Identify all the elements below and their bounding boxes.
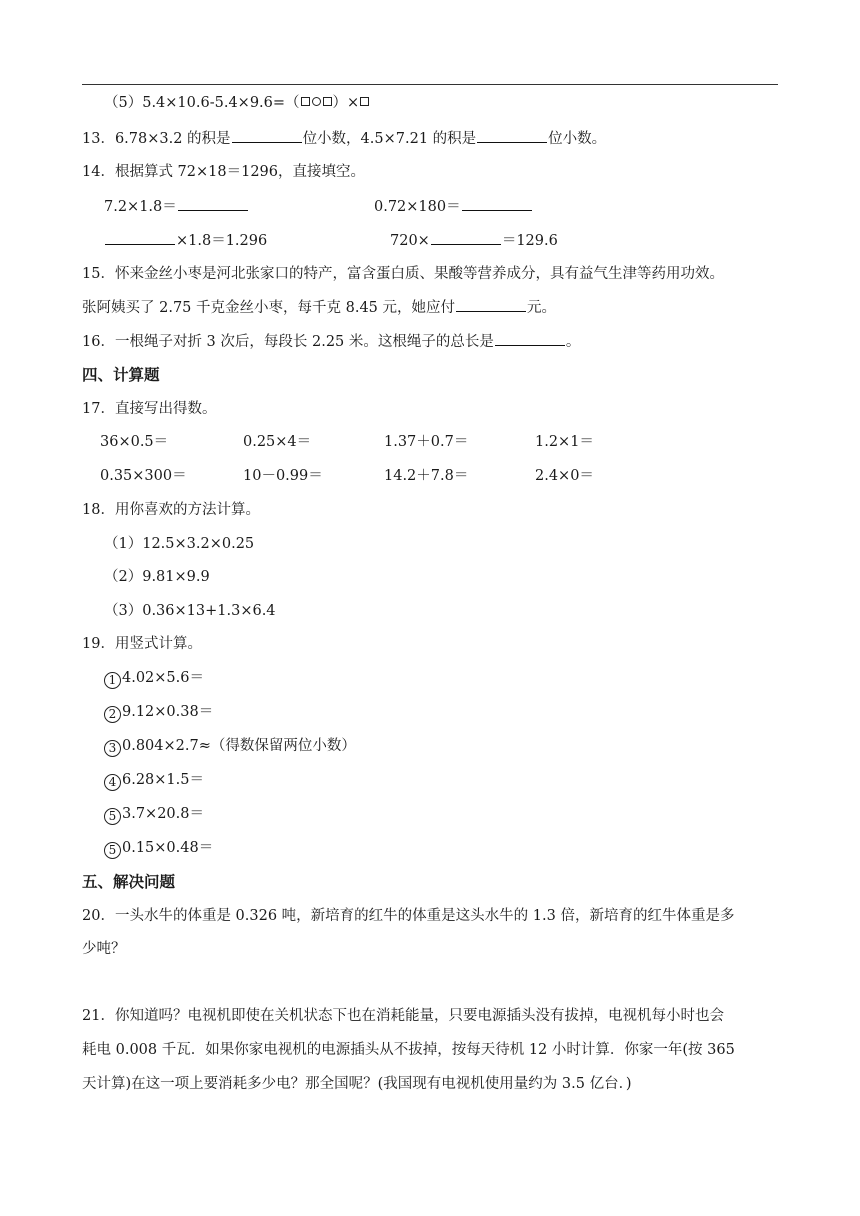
circled-number: 1 <box>104 672 121 689</box>
q14-r2b-post: ＝129.6 <box>501 233 558 249</box>
q17-cell: 0.35×300＝ <box>100 468 187 484</box>
q16-text-a: 16．一根绳子对折 3 次后，每段长 2.25 米。这根绳子的总长是 <box>82 334 494 350</box>
q17-cell: 14.2＋7.8＝ <box>384 468 469 484</box>
question-15-line1: 15．怀来金丝小枣是河北张家口的特产，富含蛋白质、果酸等营养成分，具有益气生津等药用功效。 <box>82 266 724 282</box>
q14-row1-b <box>374 196 533 217</box>
circled-number: 5 <box>104 842 121 859</box>
q12-item-5-mid: ）× <box>332 95 360 111</box>
answer-blank[interactable] <box>178 196 248 211</box>
box-placeholder <box>301 97 310 106</box>
q19-item <box>104 838 213 859</box>
q17-cell: 1.37＋0.7＝ <box>384 434 469 450</box>
q16-text-b: 。 <box>565 334 581 350</box>
q19-item <box>104 770 204 791</box>
q13-text-c: 位小数。 <box>548 131 607 147</box>
q19-item <box>104 702 213 723</box>
q15-l2b: 元。 <box>527 300 557 316</box>
q14-r1a-text: 7.2×1.8＝ <box>104 199 177 215</box>
question-21-line2: 耗电 0.008 千瓦．如果你家电视机的电源插头从不拔掉，按每天待机 12 小时计算．你家一年(按 365 <box>82 1042 735 1058</box>
q18-item: （3）0.36×13+1.3×6.4 <box>104 603 276 619</box>
q14-row2-a <box>104 230 267 251</box>
q19-item-text: 6.28×1.5＝ <box>122 772 204 788</box>
circled-number: 3 <box>104 740 121 757</box>
q19-item <box>104 736 356 757</box>
question-20-line1: 20．一头水牛的体重是 0.326 吨，新培育的红牛的体重是这头水牛的 1.3 倍，新培育的红牛体重是多 <box>82 908 735 924</box>
answer-blank[interactable] <box>431 230 501 245</box>
q14-r1b-text: 0.72×180＝ <box>374 199 461 215</box>
q18-item: （1）12.5×3.2×0.25 <box>104 536 255 552</box>
q17-cell: 0.25×4＝ <box>243 434 312 450</box>
question-13 <box>82 128 606 149</box>
box-placeholder <box>323 97 332 106</box>
q15-l2a: 张阿姨买了 2.75 千克金丝小枣，每千克 8.45 元，她应付 <box>82 300 456 316</box>
question-14-stem: 14．根据算式 72×18＝1296，直接填空。 <box>82 164 366 180</box>
q19-item-text: 0.15×0.48＝ <box>122 840 214 856</box>
section-heading-problem-solving: 五、解决问题 <box>82 872 176 891</box>
q12-item-5 <box>104 93 370 113</box>
answer-blank[interactable] <box>462 196 532 211</box>
q19-item-text: 4.02×5.6＝ <box>122 670 204 686</box>
q19-item <box>104 668 204 689</box>
q13-text-a: 13．6.78×3.2 的积是 <box>82 131 231 147</box>
question-20-line2: 少吨？ <box>82 941 126 957</box>
box-placeholder <box>360 97 369 106</box>
q19-item-text: 9.12×0.38＝ <box>122 704 214 720</box>
q19-item-text: 3.7×20.8＝ <box>122 806 204 822</box>
section-heading-calculation: 四、计算题 <box>82 365 160 384</box>
circled-number: 5 <box>104 808 121 825</box>
question-19-stem: 19．用竖式计算。 <box>82 636 202 652</box>
circled-number: 4 <box>104 774 121 791</box>
question-21-line3: 天计算)在这一项上要消耗多少电？那全国呢？(我国现有电视机使用量约为 3.5 亿台．) <box>82 1076 632 1092</box>
header-rule <box>82 84 778 85</box>
question-17-stem: 17．直接写出得数。 <box>82 401 217 417</box>
answer-blank[interactable] <box>232 128 302 143</box>
q18-item: （2）9.81×9.9 <box>104 569 210 585</box>
circled-number: 2 <box>104 706 121 723</box>
q12-item-5-prefix: （5）5.4×10.6-5.4×9.6=（ <box>104 95 300 111</box>
answer-blank[interactable] <box>456 297 526 312</box>
q17-cell: 10－0.99＝ <box>243 468 323 484</box>
q13-text-b: 位小数，4.5×7.21 的积是 <box>302 131 477 147</box>
q19-item <box>104 804 204 825</box>
q17-cell: 2.4×0＝ <box>535 468 594 484</box>
question-16 <box>82 331 580 352</box>
answer-blank[interactable] <box>477 128 547 143</box>
answer-blank[interactable] <box>495 331 565 346</box>
question-15-line2 <box>82 297 556 318</box>
q14-row1-a <box>104 196 249 217</box>
circle-placeholder <box>312 97 321 106</box>
q14-row2-b <box>390 230 558 251</box>
q19-item-text: 0.804×2.7≈（得数保留两位小数） <box>122 738 356 754</box>
question-21-line1: 21．你知道吗？电视机即使在关机状态下也在消耗能量，只要电源插头没有拔掉，电视机每小时也会 <box>82 1008 724 1024</box>
q17-cell: 1.2×1＝ <box>535 434 594 450</box>
q14-r2b-pre: 720× <box>390 233 430 249</box>
q14-r2a-text: ×1.8＝1.296 <box>176 233 268 249</box>
answer-blank[interactable] <box>105 230 175 245</box>
q17-cell: 36×0.5＝ <box>100 434 169 450</box>
question-18-stem: 18．用你喜欢的方法计算。 <box>82 502 260 518</box>
